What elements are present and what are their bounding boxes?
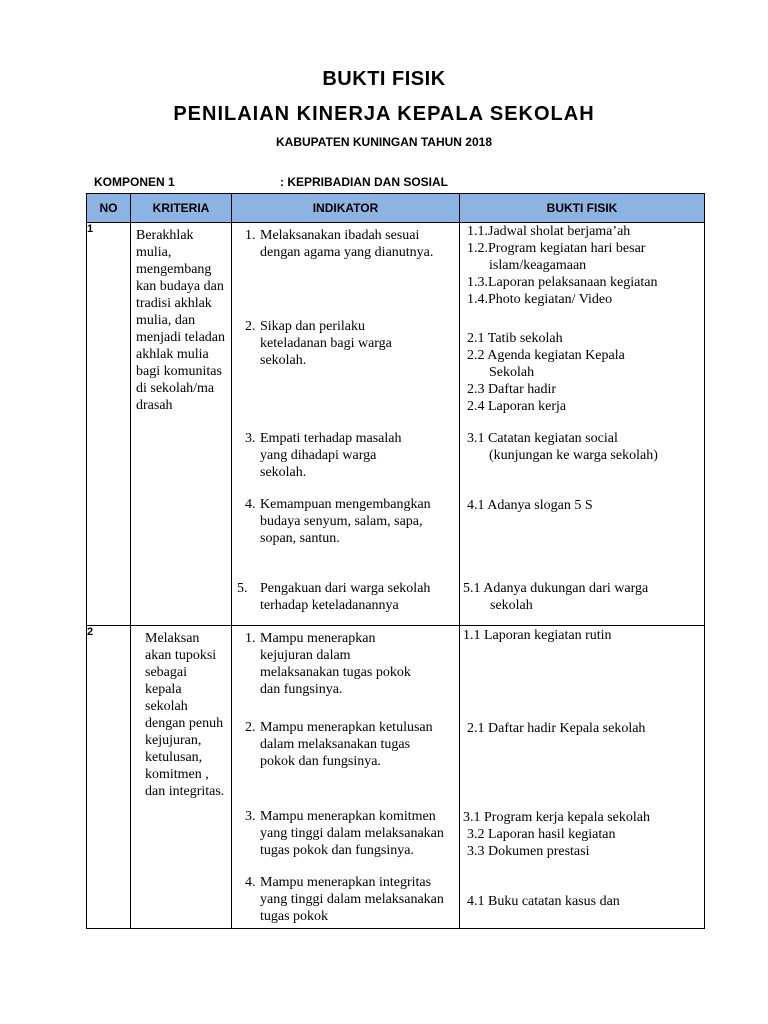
komponen-label: KOMPONEN 1 <box>94 175 175 189</box>
table-header-row <box>87 194 705 223</box>
bukti-group: 1.1.Jadwal sholat berjama’ah 1.2.Program kegiatan hari besar islam/keagamaan 1.3.Laporan pelaksanaan kegiatan 1.4.Photo kegiatan/ Video <box>467 224 658 307</box>
bukti-group: 2.1 Daftar hadir Kepala sekolah <box>467 721 646 736</box>
table-row <box>87 626 705 929</box>
bukti-group: 3.1 Catatan kegiatan social (kunjungan ke warga sekolah) <box>467 431 658 463</box>
document-title: BUKTI FISIK <box>322 68 446 90</box>
kriteria-text: Melaksan akan tupoksi sebagai kepala sekolah dengan penuh kejujuran, ketulusan, komitmen , dan integritas. <box>145 631 225 799</box>
bukti-group: 3.1 Program kerja kepala sekolah 3.2 Laporan hasil kegiatan 3.3 Dokumen prestasi <box>463 810 650 859</box>
bukti-fisik-cell <box>460 626 705 929</box>
indikator-cell <box>232 626 460 929</box>
bukti-group: 4.1 Buku catatan kasus dan <box>467 894 620 909</box>
assessment-table <box>86 193 705 929</box>
indikator-item: 3. Mampu menerapkan komitmen yang tinggi dalam melaksanakan tugas pokok dan fungsinya. <box>245 809 444 858</box>
bukti-group: 5.1 Adanya dukungan dari warga sekolah <box>463 581 649 613</box>
indikator-item: 4. Mampu menerapkan integritas yang tinggi dalam melaksanakan tugas pokok <box>245 875 444 924</box>
indikator-item: 4. Kemampuan mengembangkan budaya senyum, salam, sapa, sopan, santun. <box>245 497 431 546</box>
indikator-item: 2. Sikap dan perilaku keteladanan bagi warga sekolah. <box>245 319 392 368</box>
bukti-group: 1.1 Laporan kegiatan rutin <box>463 628 612 643</box>
row-number: 2 <box>87 626 131 929</box>
kriteria-text: Berakhlak mulia, mengembang kan budaya dan tradisi akhlak mulia, dan menjadi teladan akhlak mulia bagi komunitas di sekolah/ma drasah <box>136 228 226 413</box>
header-no: NO <box>87 194 131 223</box>
document-subtitle: PENILAIAN KINERJA KEPALA SEKOLAH <box>173 103 595 125</box>
document-region-year: KABUPATEN KUNINGAN TAHUN 2018 <box>275 135 493 149</box>
bukti-group: 2.1 Tatib sekolah 2.2 Agenda kegiatan Kepala Sekolah 2.3 Daftar hadir 2.4 Laporan kerja <box>467 331 625 414</box>
kriteria-cell <box>131 223 232 626</box>
header-indikator: INDIKATOR <box>232 194 460 223</box>
indikator-item: 1. Melaksanakan ibadah sesuai dengan agama yang dianutnya. <box>245 228 434 260</box>
header-kriteria: KRITERIA <box>131 194 232 223</box>
indikator-cell <box>232 223 460 626</box>
table-row <box>87 223 705 626</box>
kriteria-cell <box>131 626 232 929</box>
komponen-value: : KEPRIBADIAN DAN SOSIAL <box>280 175 449 189</box>
header-bukti-fisik: BUKTI FISIK <box>460 194 705 223</box>
bukti-fisik-cell <box>460 223 705 626</box>
indikator-item: 2. Mampu menerapkan ketulusan dalam melaksanakan tugas pokok dan fungsinya. <box>245 720 433 769</box>
row-number: 1 <box>87 223 131 626</box>
indikator-item: 5. Pengakuan dari warga sekolah terhadap keteladanannya <box>237 581 431 613</box>
indikator-item: 3. Empati terhadap masalah yang dihadapi warga sekolah. <box>245 431 402 480</box>
bukti-group: 4.1 Adanya slogan 5 S <box>467 498 593 513</box>
indikator-item: 1. Mampu menerapkan kejujuran dalam melaksanakan tugas pokok dan fungsinya. <box>245 631 411 697</box>
